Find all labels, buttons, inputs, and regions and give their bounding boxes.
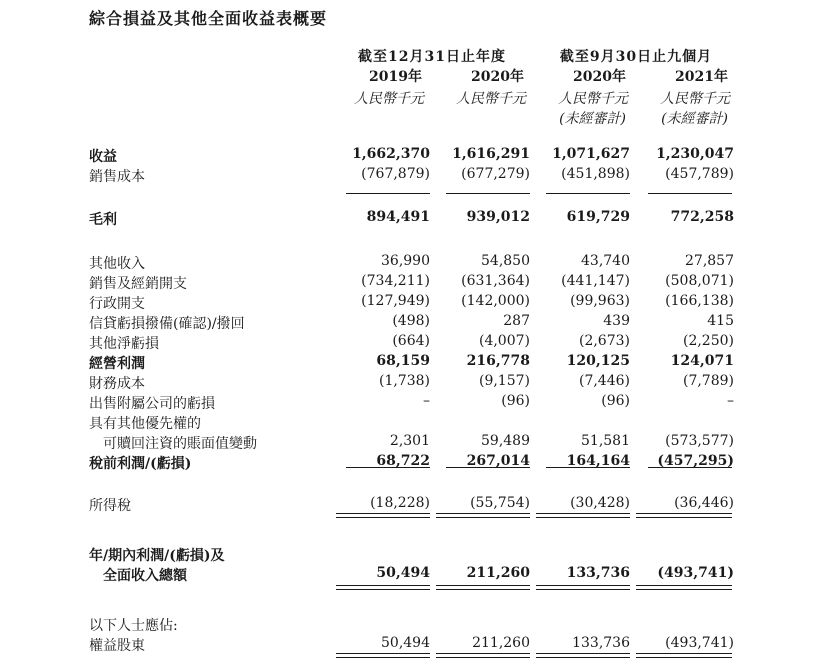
row-value: 68,722 [376, 453, 430, 469]
row-value: (4,007) [478, 333, 530, 349]
table-row [0, 273, 831, 293]
table-row [0, 166, 831, 186]
column-year: 2019年 [369, 69, 422, 85]
subtotal-rule [648, 193, 732, 194]
row-value: (457,789) [665, 166, 734, 182]
row-value: (1,738) [378, 373, 430, 389]
row-value: 772,258 [670, 209, 734, 225]
row-value: 2,301 [389, 433, 430, 449]
row-value: 133,736 [572, 635, 630, 651]
subtotal-rule [446, 193, 530, 194]
total-double-rule [636, 513, 732, 518]
row-value: 51,581 [581, 433, 630, 449]
table-row [0, 293, 831, 313]
row-value: – [423, 393, 430, 409]
table-row [0, 615, 831, 635]
table-row [0, 433, 831, 453]
row-value: (7,789) [682, 373, 734, 389]
row-label: 行政開支 [89, 296, 145, 312]
subtotal-rule [346, 467, 430, 468]
column-unit: 人民幣千元 [558, 91, 628, 107]
total-double-rule [536, 653, 630, 658]
row-label: 稅前利潤/(虧損) [89, 456, 192, 472]
row-label: 出售附屬公司的虧損 [89, 396, 215, 412]
total-double-rule [636, 585, 732, 590]
row-value: (493,741) [657, 565, 734, 581]
row-value: 415 [707, 313, 734, 329]
row-label: 收益 [89, 149, 117, 165]
subtotal-rule [346, 193, 430, 194]
row-value: (96) [501, 393, 530, 409]
row-value: 894,491 [366, 209, 430, 225]
header-group-year-ended [334, 46, 530, 66]
subtotal-rule [648, 467, 732, 468]
row-value: 939,012 [466, 209, 530, 225]
row-value: 164,164 [566, 453, 630, 469]
row-value: (677,279) [461, 166, 530, 182]
row-value: 1,616,291 [452, 146, 530, 162]
row-label: 年/期內利潤/(虧損)及 [89, 548, 225, 564]
row-label: 可贖回注資的賬面值變動 [103, 436, 257, 452]
row-value: 54,850 [481, 253, 530, 269]
row-value: (142,000) [461, 293, 530, 309]
table-row [0, 545, 831, 565]
table-row [0, 353, 831, 373]
row-value: (166,138) [665, 293, 734, 309]
row-value: (2,673) [578, 333, 630, 349]
table-row [0, 413, 831, 433]
row-value: 59,489 [481, 433, 530, 449]
row-label: 財務成本 [89, 376, 145, 392]
row-value: – [727, 393, 734, 409]
row-value: 1,230,047 [656, 146, 734, 162]
column-unit: 人民幣千元 [456, 91, 526, 107]
column-unit: 人民幣千元 [354, 91, 424, 107]
page-title: 綜合損益及其他全面收益表概要 [89, 9, 328, 28]
column-unit: 人民幣千元 [660, 91, 730, 107]
row-value: (441,147) [561, 273, 630, 289]
row-value: (18,228) [370, 495, 430, 511]
row-value: 27,857 [685, 253, 734, 269]
total-double-rule [436, 653, 530, 658]
table-row [0, 333, 831, 353]
row-value: 1,071,627 [552, 146, 630, 162]
row-label: 以下人士應佔: [89, 618, 178, 634]
row-value: 68,159 [376, 353, 430, 369]
table-row [0, 393, 831, 413]
total-double-rule [536, 585, 630, 590]
row-label: 所得稅 [89, 498, 131, 514]
row-value: (2,250) [682, 333, 734, 349]
row-value: (498) [392, 313, 430, 329]
header-group-nine-months [538, 46, 734, 66]
row-value: (457,295) [657, 453, 734, 469]
row-value: 211,260 [472, 635, 530, 651]
row-value: (9,157) [478, 373, 530, 389]
header-group-label: 截至9月30日止九個月 [559, 49, 713, 65]
row-value: 287 [503, 313, 530, 329]
row-label: 權益股東 [89, 638, 145, 654]
row-value: 50,494 [381, 635, 430, 651]
row-value: 216,778 [466, 353, 530, 369]
header-group-label: 截至12月31日止年度 [358, 49, 506, 65]
row-value: (493,741) [665, 635, 734, 651]
table-row [0, 565, 831, 585]
row-value: (767,879) [361, 166, 430, 182]
table-row [0, 253, 831, 273]
row-value: (573,577) [665, 433, 734, 449]
total-double-rule [436, 513, 530, 518]
column-year: 2021年 [675, 69, 728, 85]
row-value: 267,014 [466, 453, 530, 469]
row-value: 43,740 [581, 253, 630, 269]
row-value: (508,071) [665, 273, 734, 289]
row-label: 銷售及經銷開支 [89, 276, 187, 292]
table-row [0, 313, 831, 333]
row-label: 其他收入 [89, 256, 145, 272]
row-value: (96) [601, 393, 630, 409]
row-value: 1,662,370 [352, 146, 430, 162]
row-label: 其他淨虧損 [89, 336, 159, 352]
subtotal-rule [546, 467, 630, 468]
row-value: (451,898) [561, 166, 630, 182]
row-label: 毛利 [89, 212, 117, 228]
table-row [0, 495, 831, 515]
total-double-rule [336, 653, 430, 658]
subtotal-rule [446, 467, 530, 468]
column-year: 2020年 [471, 69, 524, 85]
row-value: 120,125 [566, 353, 630, 369]
table-row [0, 635, 831, 655]
total-double-rule [336, 585, 430, 590]
row-label: 經營利潤 [89, 356, 145, 372]
row-value: (127,949) [361, 293, 430, 309]
column-audit-note: (未經審計) [661, 111, 728, 127]
total-double-rule [436, 585, 530, 590]
total-double-rule [636, 653, 732, 658]
subtotal-rule [546, 193, 630, 194]
column-audit-note: (未經審計) [559, 111, 626, 127]
row-value: (631,364) [461, 273, 530, 289]
total-double-rule [536, 513, 630, 518]
column-year: 2020年 [573, 69, 626, 85]
row-value: 439 [603, 313, 630, 329]
table-row [0, 453, 831, 473]
total-double-rule [336, 513, 430, 518]
row-value: 50,494 [376, 565, 430, 581]
row-value: 211,260 [466, 565, 530, 581]
row-label: 信貸虧損撥備(確認)/撥回 [89, 316, 245, 332]
row-value: 619,729 [566, 209, 630, 225]
table-row [0, 373, 831, 393]
row-value: (99,963) [570, 293, 630, 309]
row-value: 36,990 [381, 253, 430, 269]
row-value: 124,071 [670, 353, 734, 369]
row-value: (36,446) [674, 495, 734, 511]
row-value: (734,211) [361, 273, 430, 289]
table-row [0, 146, 831, 166]
row-value: 133,736 [566, 565, 630, 581]
row-label: 全面收入總額 [103, 568, 187, 584]
row-value: (55,754) [470, 495, 530, 511]
row-value: (7,446) [578, 373, 630, 389]
row-value: (664) [392, 333, 430, 349]
row-value: (30,428) [570, 495, 630, 511]
table-row [0, 209, 831, 229]
row-label: 銷售成本 [89, 169, 145, 185]
row-label: 具有其他優先權的 [89, 416, 201, 432]
